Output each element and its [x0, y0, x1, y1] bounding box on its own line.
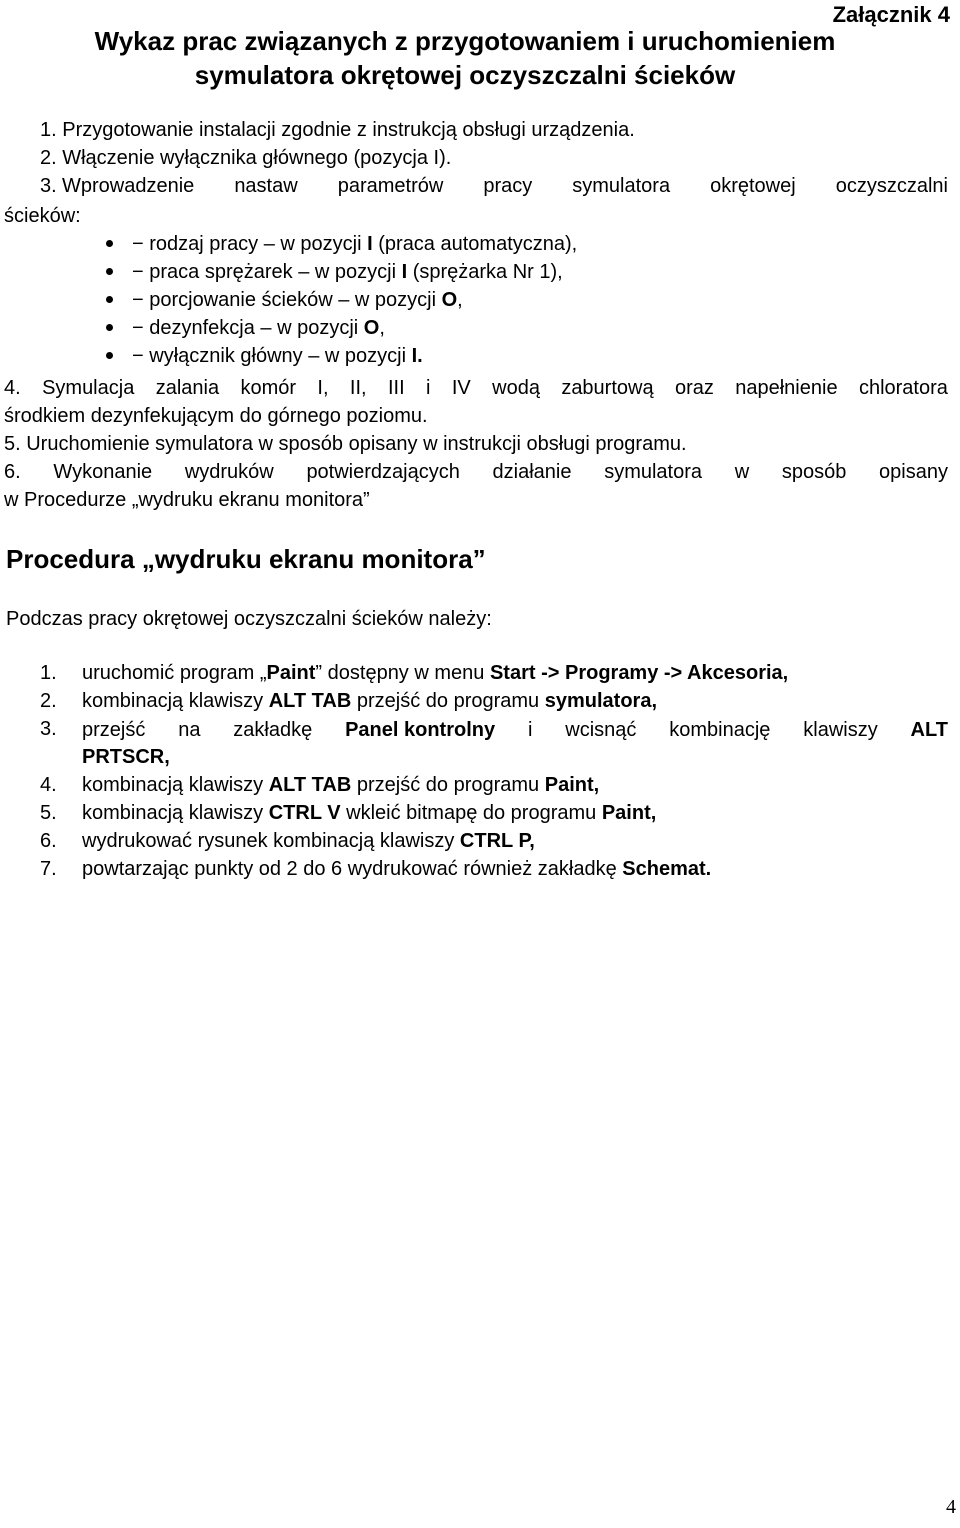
bullet-rest: ,	[379, 317, 385, 339]
step-continuation: PRTSCR,	[82, 746, 170, 768]
list-item-4-continuation: środkiem dezynfekującym do górnego poziomu.	[4, 405, 428, 427]
word: sposób	[781, 461, 847, 483]
word: 6.	[4, 461, 21, 483]
word: III	[387, 377, 405, 399]
step-keyword: CTRL V	[268, 802, 341, 824]
list-item-5: 5. Uruchomienie symulatora w sposób opisany w instrukcji obsługi programu.	[4, 433, 687, 455]
word: okrętowej	[710, 175, 796, 197]
word: Symulacja	[42, 377, 135, 399]
word: działanie	[492, 461, 572, 483]
bullet-dash: −	[132, 289, 144, 311]
step-keyword: symulatora,	[544, 690, 657, 712]
bullet-position: I	[401, 261, 408, 283]
list-item-6-line	[4, 460, 948, 484]
list-item-1: 1. Przygotowanie instalacji zgodnie z instrukcją obsługi urządzenia.	[40, 119, 635, 141]
word: oczyszczalni	[835, 175, 948, 197]
step-word: ALT	[910, 719, 948, 741]
list-item-3-line	[62, 174, 948, 198]
list-item-2: 2. Włączenie wyłącznika głównego (pozycja I).	[40, 147, 452, 169]
bullet-item	[132, 288, 463, 312]
step-fragment: ” dostępny w menu	[315, 662, 490, 684]
word: symulatora	[572, 175, 671, 197]
step-number: 2.	[40, 690, 57, 712]
step-text	[82, 718, 948, 742]
word: pracy	[483, 175, 533, 197]
step-keyword: Paint,	[544, 774, 600, 796]
step-keyword: ALT TAB	[268, 774, 352, 796]
word: potwierdzających	[306, 461, 460, 483]
word: i	[426, 377, 431, 399]
step-number: 3.	[40, 718, 57, 740]
step-word: Panel kontrolny	[345, 719, 496, 741]
step-word: wcisnąć	[565, 719, 637, 741]
word: Wykonanie	[53, 461, 153, 483]
step-keyword: Start -> Programy -> Akcesoria,	[489, 662, 789, 684]
step-word: kombinację	[669, 719, 771, 741]
step-fragment: wkleić bitmapę do programu	[340, 802, 602, 824]
word: zalania	[155, 377, 220, 399]
list-item-3-continuation: ścieków:	[4, 205, 81, 227]
bullet-item	[132, 344, 423, 368]
word: opisany	[879, 461, 948, 483]
bullet-dash: −	[132, 317, 144, 339]
step-text	[82, 830, 535, 853]
step-fragment: uruchomić program „	[82, 662, 267, 684]
word: I,	[317, 377, 329, 399]
word: komór	[240, 377, 297, 399]
bullet-dot-icon	[106, 240, 113, 247]
step-number: 5.	[40, 802, 57, 824]
bullet-dot-icon	[106, 296, 113, 303]
step-number: 7.	[40, 858, 57, 880]
step-keyword: CTRL P,	[459, 830, 535, 852]
step-keyword: Paint,	[601, 802, 657, 824]
bullet-dot-icon	[106, 324, 113, 331]
word: 4.	[4, 377, 21, 399]
step-text	[82, 690, 657, 713]
word: napełnienie	[735, 377, 838, 399]
bullet-position: I.	[411, 345, 423, 367]
step-number: 1.	[40, 662, 57, 684]
step-word: zakładkę	[233, 719, 313, 741]
step-word: i	[527, 719, 533, 741]
step-word: na	[178, 719, 201, 741]
word: w	[734, 461, 750, 483]
bullet-dot-icon	[106, 268, 113, 275]
bullet-text: dezynfekcja – w pozycji	[149, 317, 364, 339]
annex-label: Załącznik 4	[832, 2, 950, 27]
step-fragment: przejść do programu	[351, 774, 545, 796]
bullet-dash: −	[132, 345, 144, 367]
bullet-dot-icon	[106, 352, 113, 359]
list-item-3-number: 3.	[40, 175, 57, 197]
word: IV	[451, 377, 471, 399]
step-text	[82, 802, 656, 825]
step-number: 4.	[40, 774, 57, 796]
step-fragment: przejść do programu	[351, 690, 545, 712]
document-title-line-2: symulatora okrętowej oczyszczalni ścieków	[194, 60, 736, 90]
bullet-position: O	[441, 289, 458, 311]
word: wodą	[492, 377, 540, 399]
bullet-text: praca sprężarek – w pozycji	[149, 261, 402, 283]
word: wydruków	[184, 461, 274, 483]
bullet-rest: (sprężarka Nr 1),	[407, 261, 563, 283]
word: oraz	[674, 377, 714, 399]
step-word: przejść	[82, 719, 146, 741]
bullet-dash: −	[132, 233, 144, 255]
word: Wprowadzenie	[62, 175, 195, 197]
word: nastaw	[234, 175, 298, 197]
word: symulatora	[604, 461, 702, 483]
bullet-position: O	[363, 317, 380, 339]
step-text	[82, 858, 711, 881]
step-keyword: Paint	[266, 662, 316, 684]
bullet-rest: ,	[457, 289, 463, 311]
step-text	[82, 662, 788, 685]
procedure-intro: Podczas pracy okrętowej oczyszczalni ścieków należy:	[6, 608, 492, 630]
list-item-6-continuation: w Procedurze „wydruku ekranu monitora”	[4, 489, 370, 511]
page-number: 4	[946, 1496, 956, 1518]
word: II,	[349, 377, 367, 399]
word: chloratora	[858, 377, 948, 399]
document-title-line-1: Wykaz prac związanych z przygotowaniem i uruchomieniem	[94, 26, 836, 56]
step-text	[82, 774, 599, 797]
procedure-title: Procedura „wydruku ekranu monitora”	[6, 544, 486, 574]
bullet-text: wyłącznik główny – w pozycji	[149, 345, 412, 367]
step-fragment: kombinacją klawiszy	[82, 690, 269, 712]
bullet-item	[132, 316, 385, 340]
step-fragment: kombinacją klawiszy	[82, 802, 269, 824]
bullet-dash: −	[132, 261, 144, 283]
bullet-rest: (praca automatyczna),	[372, 233, 578, 255]
bullet-text: rodzaj pracy – w pozycji	[149, 233, 368, 255]
step-fragment: powtarzając punkty od 2 do 6 wydrukować również zakładkę	[82, 858, 623, 880]
list-item-4-line	[4, 376, 948, 400]
step-fragment: wydrukować rysunek kombinacją klawiszy	[82, 830, 460, 852]
bullet-item	[132, 260, 563, 284]
step-fragment: kombinacją klawiszy	[82, 774, 269, 796]
bullet-position: I	[367, 233, 373, 255]
step-number: 6.	[40, 830, 57, 852]
step-keyword: Schemat.	[622, 858, 712, 880]
step-keyword: ALT TAB	[268, 690, 352, 712]
bullet-item	[132, 232, 577, 256]
word: zaburtową	[561, 377, 654, 399]
bullet-text: porcjowanie ścieków – w pozycji	[149, 289, 442, 311]
word: parametrów	[337, 175, 444, 197]
step-word: klawiszy	[803, 719, 878, 741]
